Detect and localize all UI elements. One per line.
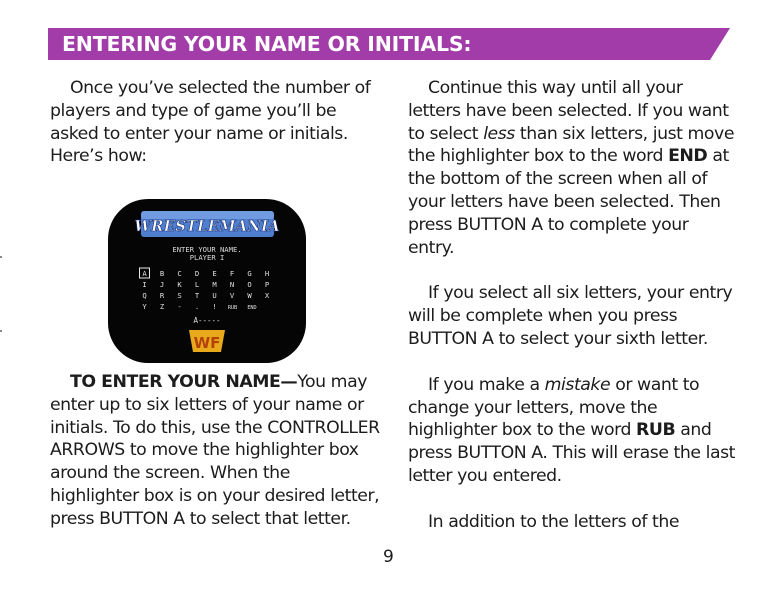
screen-letter: V [229,291,235,300]
left-column-intro [50,77,380,168]
screen-letter: - [177,302,182,311]
right-column [408,77,736,534]
game-screen-illustration [107,198,307,364]
screen-letter: RUB [227,305,238,311]
screen-letter: W [247,291,252,300]
screen-letter: T [194,291,200,300]
screen-letter: U [212,291,217,300]
screen-letter: . [194,302,200,311]
screen-letter: ! [212,302,217,311]
screen-letter: P [264,280,270,289]
screen-letter: K [177,280,182,289]
screen-letter: Q [142,291,147,300]
screen-letter: S [177,291,182,300]
screen-letter: J [159,280,165,289]
scan-mark [0,256,2,258]
section-banner [48,28,730,60]
screen-letter: Z [159,302,165,311]
left-column-section [50,371,380,531]
screen-letter: A [142,269,147,278]
enter-name-heading: TO ENTER YOUR NAME— [70,372,298,392]
screen-letter: Y [142,302,147,311]
screen-letter: E [212,269,217,278]
screen-letter: O [247,280,252,289]
screen-letter: B [159,269,165,278]
right-paragraph-2: If you select all six letters, your entry will be complete when you press BUTTON A to select your sixth letter. [408,283,733,349]
screen-letter: M [212,280,217,289]
screen-prompt-line1: ENTER YOUR NAME. [172,245,242,254]
intro-paragraph: Once you’ve selected the number of players and type of game you’ll be asked to enter your name or initials. Here’s how: [50,78,371,167]
page-number: 9 [383,547,394,567]
screen-letter: F [229,269,235,278]
screen-letter: G [247,269,252,278]
wwf-badge: WF [193,334,221,352]
end-keyword: END [668,146,708,167]
tv-screen [107,198,307,364]
screen-letter: L [194,280,200,289]
enter-name-paragraph [50,371,380,531]
right-paragraph-3: If you make a mistake or want to change your letters, move the highlighter box to the word RUB and press BUTTON A. This will erase the last letter you entered. [408,374,735,486]
rub-keyword: RUB [636,420,676,441]
screen-prompt-line2: PLAYER I [189,253,225,262]
screen-entry: A----- [193,316,221,325]
screen-letter: C [177,269,182,278]
screen-letter: END [247,305,257,311]
screen-letter: N [229,280,235,289]
right-paragraph-4: In addition to the letters of the [428,511,680,532]
screen-letter: R [159,291,165,300]
right-paragraph-1: Continue this way until all your letters have been selected. If you want to select less than six letters, just move the highlighter box to the word END at the bottom of the screen when all of your letters have been selected. Then press BUTTON A to complete your entry. [408,78,735,258]
enter-name-body: You may enter up to six letters of your name or initials. To do this, use the CONTROLLER ARROWS to move the highlighter box around the screen. When the highlighter box is on your desired letter, press BUTTON A to select that letter. [50,372,380,529]
wrestlemania-logo: WRESTLEMANIA [134,217,280,235]
screen-letter: X [264,291,270,300]
section-title: ENTERING YOUR NAME OR INITIALS: [62,32,472,56]
screen-letter: I [142,280,147,289]
screen-letter: D [194,269,200,278]
screen-letter: H [264,269,270,278]
scan-mark [0,330,2,332]
